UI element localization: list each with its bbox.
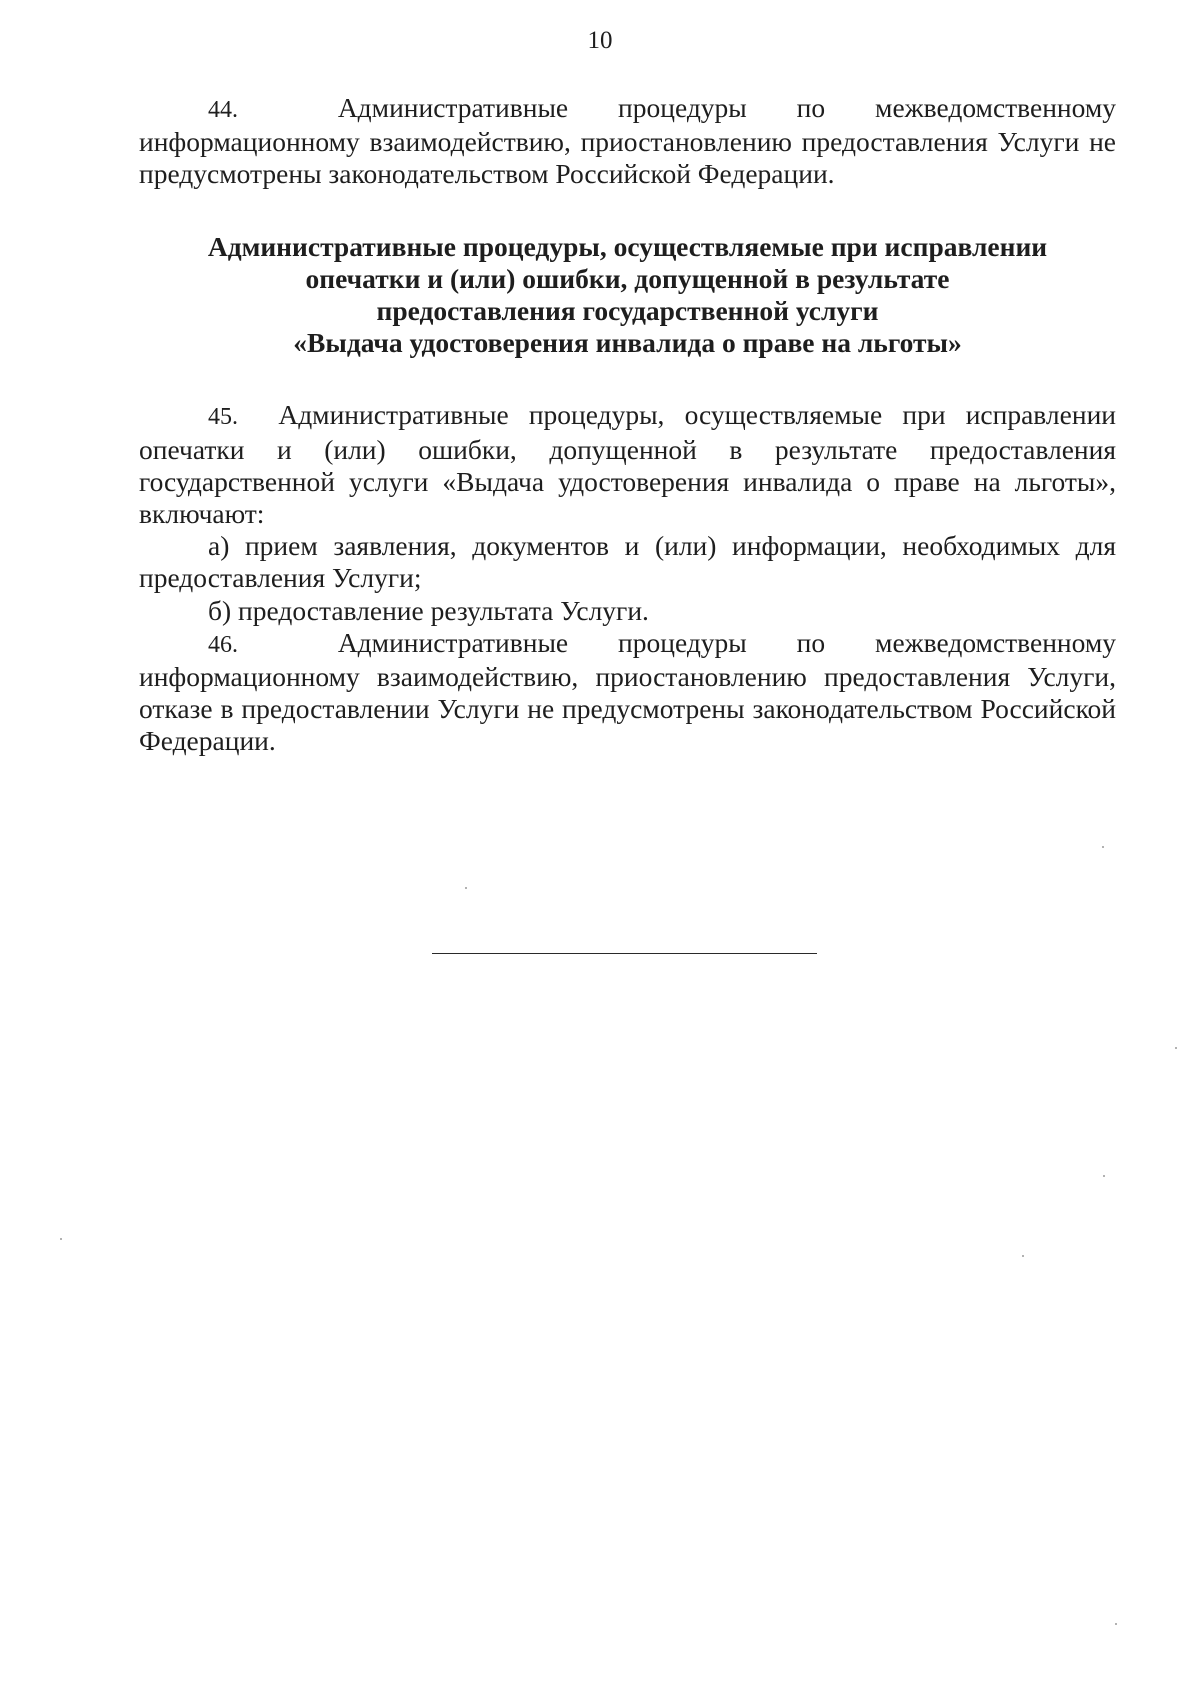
heading-line: опечатки и (или) ошибки, допущенной в результате: [305, 262, 950, 294]
paragraph-text: Административные процедуры, осуществляемые при исправлении опечатки и (или) ошибки, допущенной в результате предоставления государственной услуги «Выдача удостоверения инвалида о праве на льготы», включают:: [139, 399, 1117, 530]
list-item-a: а) прием заявления, документов и (или) информации, необходимых для предоставления Услуги;: [139, 530, 1116, 594]
scan-speck: [1022, 1255, 1024, 1257]
document-body: [139, 92, 1116, 758]
heading-line: предоставления государственной услуги: [376, 295, 879, 327]
paragraph-45: [139, 399, 1116, 530]
heading-line: Административные процедуры, осуществляемые при исправлении: [207, 230, 1048, 262]
scan-speck: [1102, 846, 1104, 848]
paragraph-text: Административные процедуры по межведомственному информационному взаимодействию, приостановлению предоставления Услуги не предусмотрены законодательством Российской Федерации.: [139, 92, 1117, 190]
paragraph-text: Административные процедуры по межведомственному информационному взаимодействию, приостановлению предоставления Услуги, отказе в предоставлении Услуги не предусмотрены законодательством Российской Федерации.: [139, 626, 1117, 757]
scan-speck: [1115, 1623, 1117, 1625]
scan-speck: [1175, 1047, 1177, 1049]
paragraph-number: 45.: [208, 404, 238, 431]
heading-line: «Выдача удостоверения инвалида о праве на льготы»: [293, 327, 962, 359]
page-number: 10: [587, 27, 613, 54]
scan-speck: [60, 1238, 62, 1240]
end-divider-line: [432, 953, 817, 954]
paragraph-number: 46.: [208, 631, 238, 658]
section-heading: [139, 231, 1116, 360]
paragraph-number: 44.: [208, 97, 238, 123]
scan-speck: [1103, 1175, 1105, 1177]
list-item-b: б) предоставление результата Услуги.: [208, 594, 649, 626]
paragraph-44: [139, 92, 1116, 191]
paragraph-46: [139, 627, 1116, 758]
scan-speck: [465, 887, 467, 889]
